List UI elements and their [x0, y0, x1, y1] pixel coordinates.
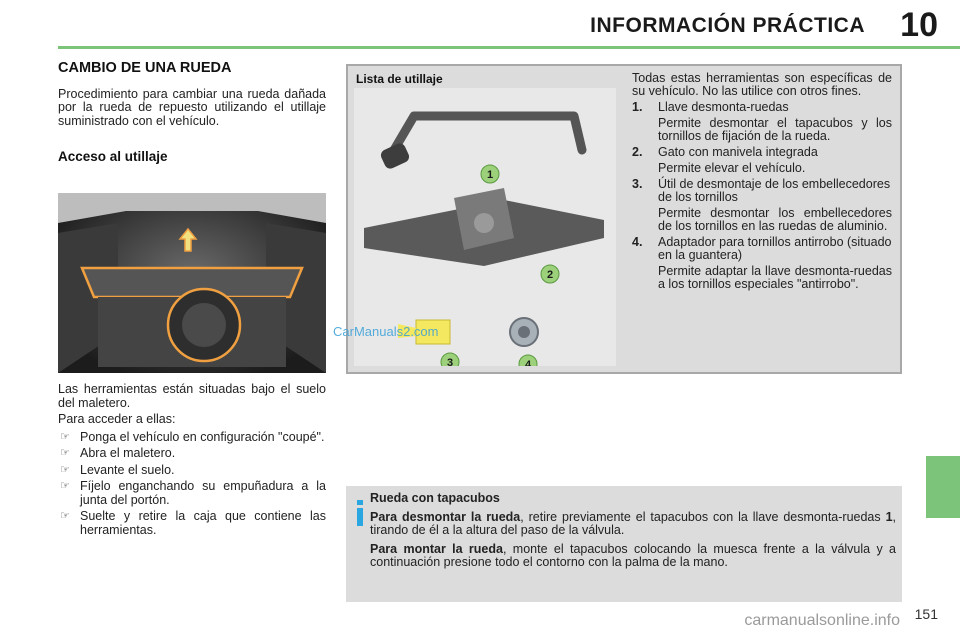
svg-text:3: 3 [446, 357, 454, 366]
list-item: 2. Gato con manivela integrada Permite elevar el vehículo. [632, 145, 818, 175]
info-box [346, 486, 902, 602]
access-lead: Para acceder a ellas: [58, 412, 176, 426]
list-item: 4. Adaptador para tornillos antirrobo (situado en la guantera) Permite adaptar la llave desmonta-ruedas a los tornillos especiales "antirrobo". [632, 235, 892, 291]
pointer-icon: ☞ [60, 480, 70, 492]
info-icon [354, 500, 366, 526]
pointer-icon: ☞ [60, 463, 70, 476]
chapter-number: 10 [900, 6, 938, 44]
access-subtitle: Acceso al utillaje [58, 149, 168, 164]
info-mount-paragraph: Para montar la rueda, monte el tapacubos colocando la muesca frente a la válvula y a continuación presione todo el contorno con la palma de la mano. [370, 541, 897, 569]
pointer-icon: ☞ [60, 510, 70, 522]
watermark: CarManuals2.com [333, 324, 439, 339]
tools-description [632, 72, 892, 294]
list-item: 3. Útil de desmontaje de los embellecedores de los tornillos Permite desmontar los embellecedores de los tornillos en las ruedas de aluminio. [632, 177, 892, 233]
header-rule [58, 46, 960, 49]
location-paragraph: Las herramientas están situadas bajo el suelo del maletero. [58, 382, 326, 410]
page-number: 151 [914, 606, 938, 622]
svg-text:1: 1 [486, 169, 494, 181]
section-title: CAMBIO DE UNA RUEDA [58, 60, 232, 76]
intro-section [58, 62, 326, 164]
pointer-icon: ☞ [60, 430, 70, 443]
tools-intro: Todas estas herramientas son específicas de su vehículo. No las utilice con otros fines. [632, 71, 892, 98]
footer-watermark: carmanualsonline.info [744, 612, 900, 629]
svg-text:2: 2 [546, 269, 554, 281]
callout-4 [519, 355, 537, 366]
chapter-side-tab [926, 456, 960, 518]
list-item: ☞ Ponga el vehículo en configuración "coupé". [60, 429, 325, 444]
callout-3 [441, 353, 459, 366]
list-item: ☞ Levante el suelo. [60, 462, 175, 477]
list-item: 1. Llave desmonta-ruedas Permite desmontar el tapacubos y los tornillos de fijación de la rueda. [632, 100, 892, 143]
callout-2 [541, 265, 559, 283]
access-steps [58, 431, 326, 538]
trunk-illustration [58, 193, 326, 373]
page-header-title: INFORMACIÓN PRÁCTICA [590, 14, 865, 37]
intro-paragraph: Procedimiento para cambiar una rueda dañada por la rueda de repuesto utilizando el utillaje suministrado con el vehículo. [58, 86, 326, 128]
svg-text:4: 4 [524, 359, 532, 366]
info-remove-paragraph: Para desmontar la rueda, retire previamente el tapacubos con la llave desmonta-ruedas 1, tirando de él a la altura del paso de la válvula. [370, 509, 896, 537]
pointer-icon: ☞ [60, 447, 70, 459]
tools-title: Lista de utillaje [356, 72, 443, 86]
trunk-photo [58, 193, 326, 373]
callout-1 [481, 165, 499, 183]
list-item: ☞ Abra el maletero. [60, 446, 176, 460]
list-item: ☞ Suelte y retire la caja que contiene las herramientas. [60, 509, 326, 537]
info-title: Rueda con tapacubos [370, 491, 500, 505]
list-item: ☞ Fíjelo enganchando su empuñadura a la junta del portón. [60, 479, 326, 507]
info-content [370, 492, 896, 575]
access-section [58, 383, 326, 540]
